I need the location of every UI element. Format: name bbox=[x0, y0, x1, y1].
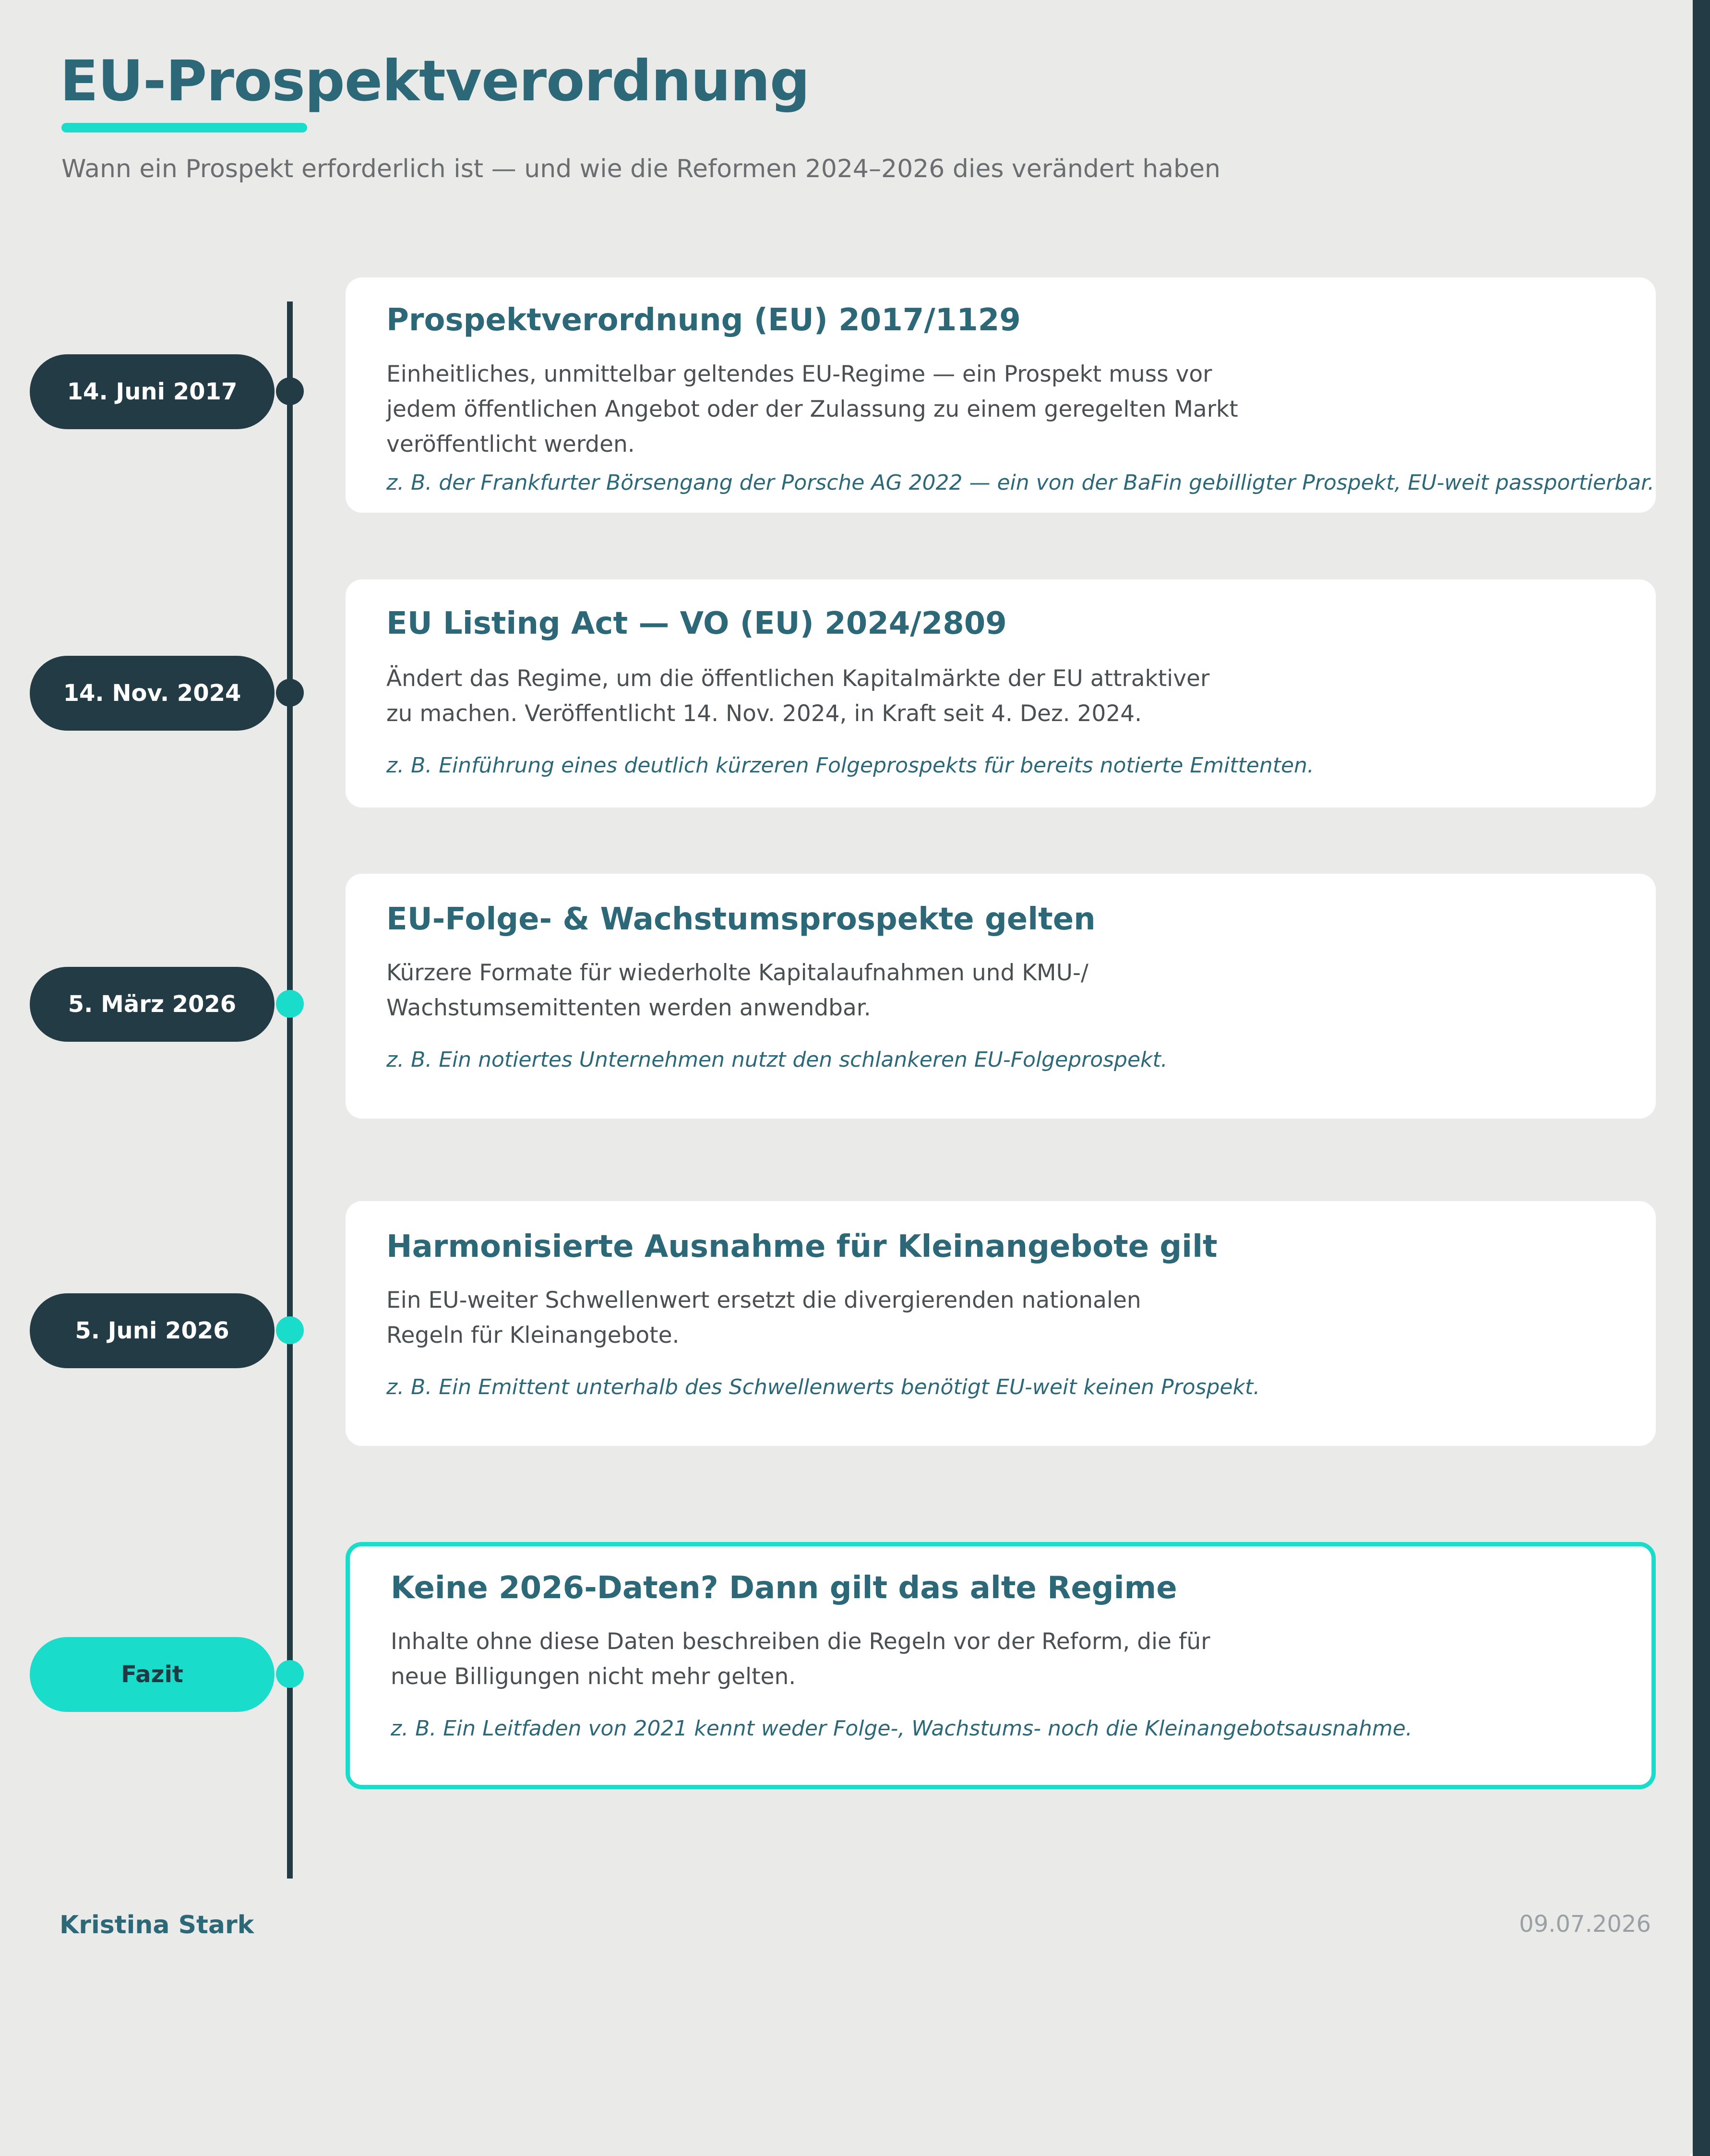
card-body-line: Kürzere Formate für wiederholte Kapitalaufnahmen und KMU-/ bbox=[386, 960, 1088, 986]
timeline-card-fazit bbox=[346, 1542, 1656, 1789]
card-title: Keine 2026-Daten? Dann gilt das alte Regime bbox=[391, 1570, 1177, 1606]
card-example: z. B. der Frankfurter Börsengang der Porsche AG 2022 — ein von der BaFin gebilligter Prospekt, EU-weit passportierbar. bbox=[386, 470, 1655, 495]
title-underline bbox=[61, 123, 307, 132]
card-title: Prospektverordnung (EU) 2017/1129 bbox=[386, 302, 1021, 338]
right-edge-bar bbox=[1693, 0, 1710, 2156]
card-title: Harmonisierte Ausnahme für Kleinangebote gilt bbox=[386, 1229, 1218, 1265]
card-example: z. B. Einführung eines deutlich kürzeren Folgeprospekts für bereits notierte Emittenten. bbox=[386, 753, 1314, 778]
card-body-line: neue Billigungen nicht mehr gelten. bbox=[391, 1663, 796, 1690]
timeline-card bbox=[346, 579, 1656, 807]
card-body bbox=[386, 661, 1209, 731]
card-body bbox=[386, 357, 1238, 462]
card-body-line: Regeln für Kleinangebote. bbox=[386, 1322, 680, 1349]
timeline-date-pill: 5. Juni 2026 bbox=[30, 1293, 275, 1368]
card-body-line: Einheitliches, unmittelbar geltendes EU-Regime — ein Prospekt muss vor bbox=[386, 361, 1212, 387]
timeline-card bbox=[346, 277, 1656, 513]
card-body bbox=[391, 1624, 1210, 1694]
footer-date: 09.07.2026 bbox=[1519, 1911, 1651, 1938]
timeline-dot bbox=[276, 1660, 304, 1688]
timeline-dot bbox=[276, 990, 304, 1018]
page-subtitle: Wann ein Prospekt erforderlich ist — und wie die Reformen 2024–2026 dies verändert haben bbox=[61, 155, 1220, 183]
card-example: z. B. Ein Emittent unterhalb des Schwellenwerts benötigt EU-weit keinen Prospekt. bbox=[386, 1375, 1260, 1399]
author-name: Kristina Stark bbox=[60, 1911, 254, 1939]
timeline-date-pill-fazit: Fazit bbox=[30, 1637, 275, 1712]
card-example: z. B. Ein Leitfaden von 2021 kennt weder Folge-, Wachstums- noch die Kleinangebotsausnahme. bbox=[391, 1716, 1412, 1741]
card-body-line: jedem öffentlichen Angebot oder der Zulassung zu einem geregelten Markt bbox=[386, 396, 1238, 422]
timeline-date-pill: 14. Juni 2017 bbox=[30, 354, 275, 429]
timeline-card bbox=[346, 1201, 1656, 1446]
card-body-line: zu machen. Veröffentlicht 14. Nov. 2024, in Kraft seit 4. Dez. 2024. bbox=[386, 700, 1142, 727]
page-title: EU-Prospektverordnung bbox=[60, 48, 810, 114]
timeline-date-pill: 14. Nov. 2024 bbox=[30, 656, 275, 731]
timeline-dot bbox=[276, 679, 304, 707]
timeline-dot bbox=[276, 1316, 304, 1344]
card-body bbox=[386, 955, 1088, 1025]
card-example: z. B. Ein notiertes Unternehmen nutzt den schlankeren EU-Folgeprospekt. bbox=[386, 1048, 1168, 1072]
card-title: EU Listing Act — VO (EU) 2024/2809 bbox=[386, 606, 1007, 641]
timeline-line bbox=[287, 301, 293, 1879]
card-body-line: veröffentlicht werden. bbox=[386, 431, 635, 458]
card-body-line: Ändert das Regime, um die öffentlichen Kapitalmärkte der EU attraktiver bbox=[386, 665, 1210, 692]
card-body-line: Ein EU-weiter Schwellenwert ersetzt die divergierenden nationalen bbox=[386, 1287, 1141, 1313]
timeline-dot bbox=[276, 377, 304, 405]
card-body-line: Wachstumsemittenten werden anwendbar. bbox=[386, 995, 871, 1021]
card-body-line: Inhalte ohne diese Daten beschreiben die Regeln vor der Reform, die für bbox=[391, 1628, 1210, 1655]
card-body bbox=[386, 1283, 1141, 1353]
timeline-card bbox=[346, 874, 1656, 1119]
timeline-date-pill: 5. März 2026 bbox=[30, 967, 275, 1042]
card-title: EU-Folge- & Wachstumsprospekte gelten bbox=[386, 902, 1096, 937]
